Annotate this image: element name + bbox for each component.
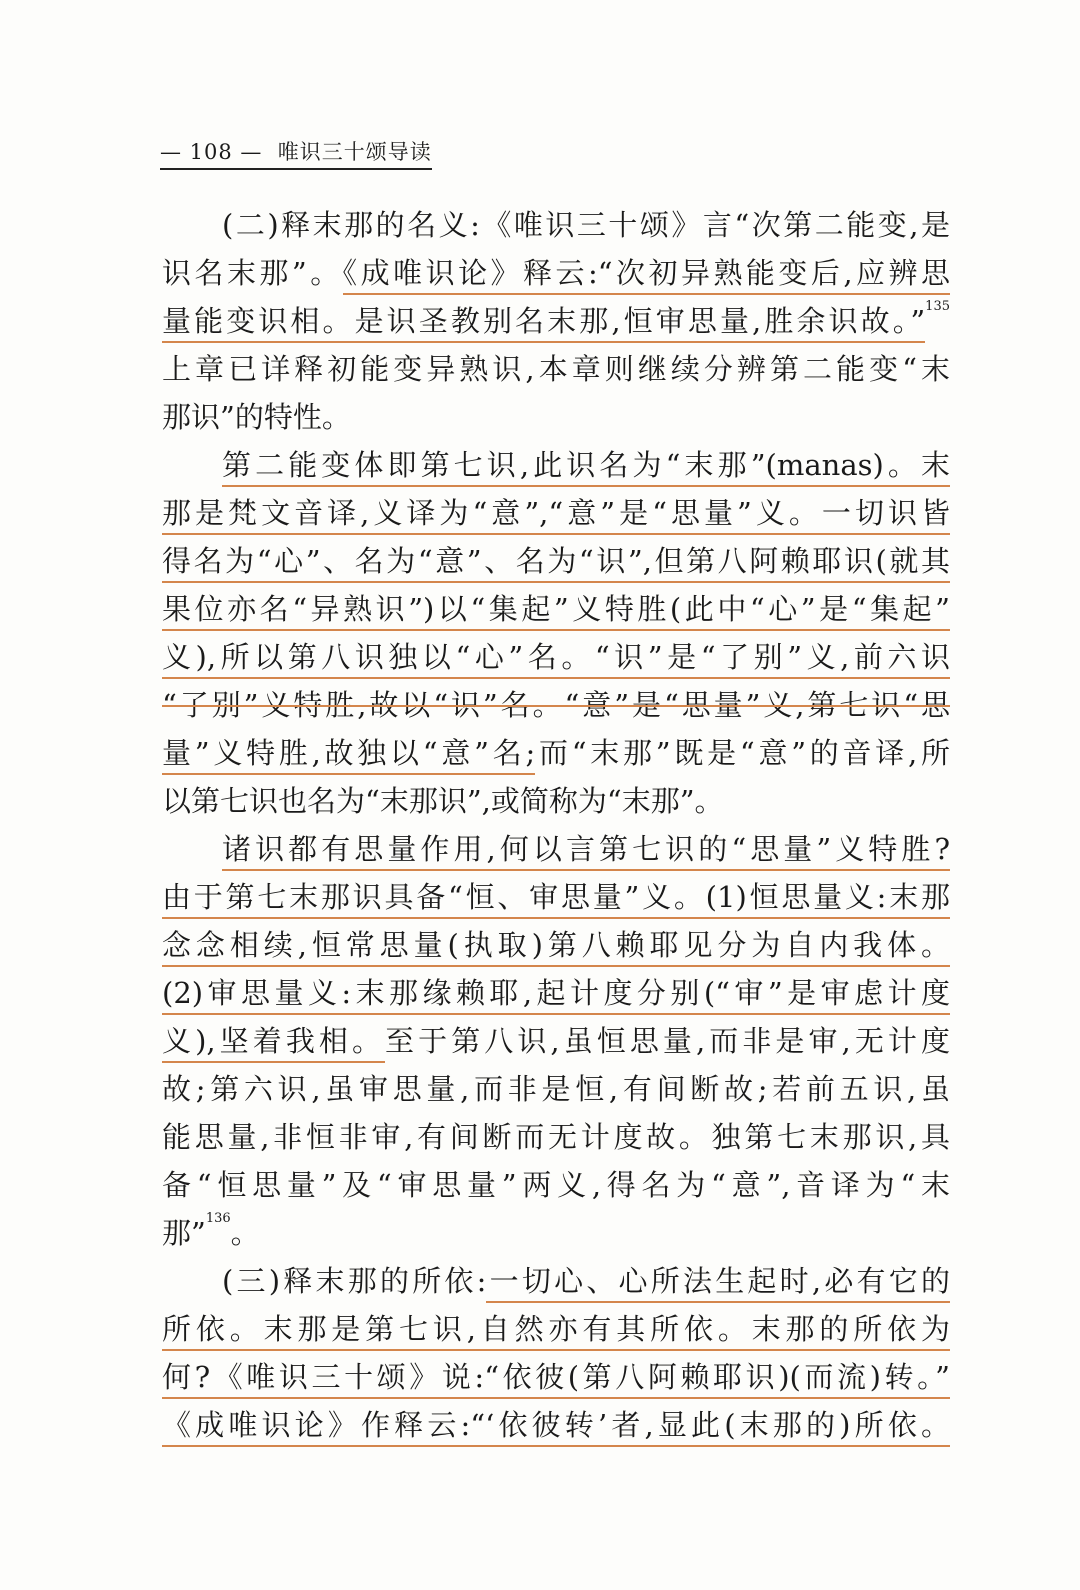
underlined-text: 《成唯识论》释云:“次初异熟能变后,应辨思 [343, 256, 950, 295]
text-segment: 能思量,非恒非审,有间断而无计度故。独第七末那识,具 [162, 1120, 950, 1154]
text-line [162, 393, 950, 441]
underlined-text: 第二能变体即第七识,此识名为“末那”(manas)。末 [222, 448, 950, 487]
text-line [162, 249, 950, 297]
underlined-text: 所依。末那是第七识,自然亦有其所依。末那的所依为 [162, 1312, 950, 1351]
text-line [162, 441, 950, 489]
underlined-text: 念念相续,恒常思量(执取)第八赖耶见分为自内我体。 [162, 928, 950, 967]
underlined-text: 一切心、心所法生起时,必有它的 [486, 1264, 950, 1303]
text-line [162, 1065, 950, 1113]
underlined-text: 那是梵文音译,义译为“意”,“意”是“思量”义。一切识皆 [162, 496, 950, 535]
underlined-text: 得名为“心”、名为“意”、名为“识”,但第八阿赖耶识(就其 [162, 544, 950, 583]
underlined-text: 果位亦名“异熟识”)以“集起”义特胜(此中“心”是“集起” [162, 592, 950, 631]
footnote-marker: 136 [205, 1211, 231, 1226]
page-number: — 108 — [160, 140, 263, 164]
text-line [162, 537, 950, 585]
text-line [162, 1353, 950, 1401]
underlined-text: 何?《唯识三十颂》说:“依彼(第八阿赖耶识)(而流)转。” [162, 1360, 950, 1399]
underlined-text: 由于第七末那识具备“恒、审思量”义。(1)恒思量义:末那 [162, 880, 950, 919]
text-line [162, 345, 950, 393]
text-segment: 备“恒思量”及“审思量”两义,得名为“意”,音译为“末 [162, 1168, 950, 1202]
underlined-text: “了别”义特胜,故以“识”名。“意”是“思量”义,第七识“思 [162, 688, 950, 722]
text-segment: 那” [162, 1216, 206, 1250]
book-title: 唯识三十颂导读 [277, 140, 432, 164]
underlined-text: 量能变识相。是识圣教别名末那,恒审思量,胜余识故。” [162, 304, 925, 343]
underlined-text: 《成唯识论》作释云:“‘依彼转’者,显此(末那的)所依。 [162, 1408, 950, 1447]
underlined-text: 量”义特胜,故独以“意”名; [162, 736, 535, 775]
text-line [162, 969, 950, 1017]
text-line [162, 297, 950, 345]
text-segment: 以第七识也名为“末那识”,或简称为“末那”。 [162, 784, 724, 818]
text-line [162, 1161, 950, 1209]
text-line [162, 681, 950, 729]
text-line [162, 825, 950, 873]
text-segment: 至于第八识,虽恒思量,而非是审,无计度 [385, 1024, 950, 1058]
text-segment: (三)释末那的所依: [222, 1264, 487, 1298]
underlined-text: 义),所以第八识独以“心”名。“识”是“了别”义,前六识 [162, 640, 950, 679]
text-line [162, 1209, 950, 1257]
footnote-marker: 135 [925, 299, 950, 314]
text-segment: 识名末那”。 [162, 256, 343, 290]
text-line [162, 633, 950, 681]
text-line [162, 585, 950, 633]
underlined-text: 诸识都有思量作用,何以言第七识的“思量”义特胜? [222, 832, 950, 871]
text-line [162, 1257, 950, 1305]
text-line [162, 729, 950, 777]
text-segment: (二)释末那的名义:《唯识三十颂》言“次第二能变,是 [222, 208, 950, 242]
text-line [162, 489, 950, 537]
text-segment: 上章已详释初能变异熟识,本章则继续分辨第二能变“末 [162, 352, 950, 386]
text-line [162, 1305, 950, 1353]
text-line [162, 1401, 950, 1449]
text-line [162, 873, 950, 921]
text-line [162, 201, 950, 249]
text-line [162, 1017, 950, 1065]
underlined-text: 义),坚着我相。 [162, 1024, 385, 1063]
text-line [162, 777, 950, 825]
text-line [162, 1113, 950, 1161]
text-segment: 故;第六识,虽审思量,而非是恒,有间断故;若前五识,虽 [162, 1072, 950, 1106]
text-segment: 那识”的特性。 [162, 400, 351, 434]
text-line [162, 921, 950, 969]
text-segment: 。 [230, 1216, 260, 1250]
underlined-text: (2)审思量义:末那缘赖耶,起计度分别(“审”是审虑计度 [162, 976, 950, 1015]
text-segment: 而“末那”既是“意”的音译,所 [535, 736, 950, 770]
running-header [160, 136, 432, 170]
